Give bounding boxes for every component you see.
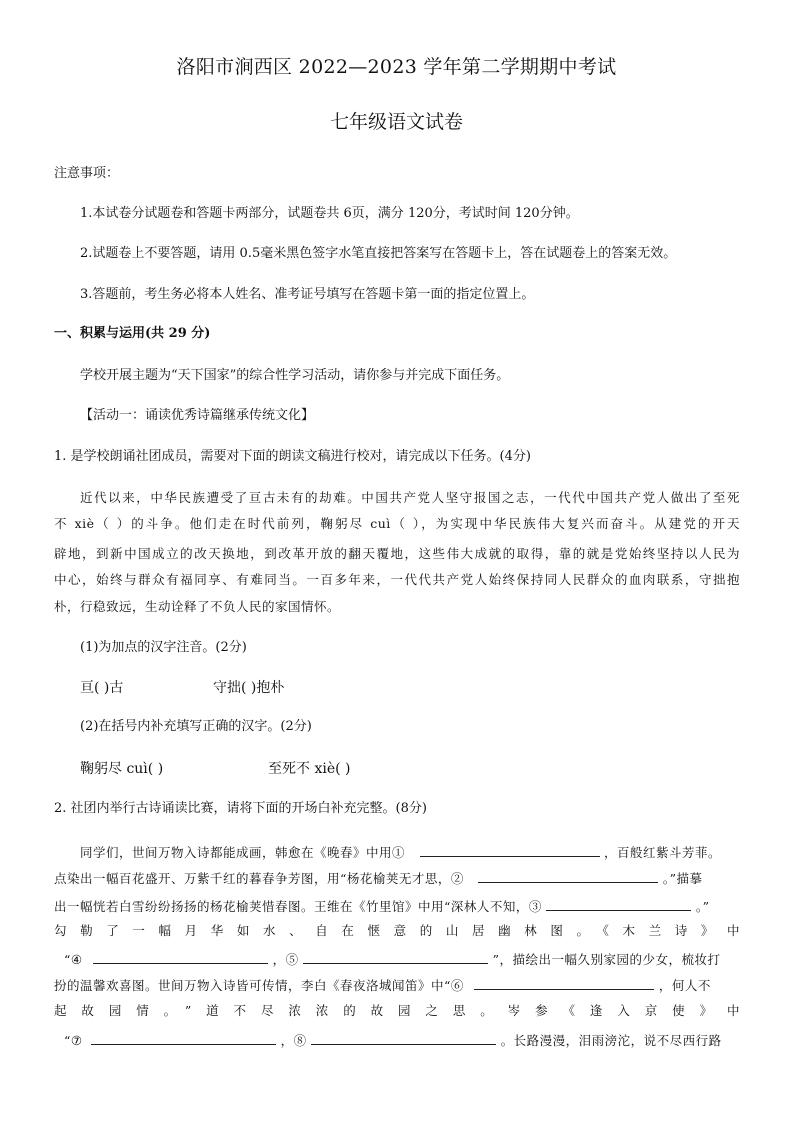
q2-line-1-text-a: 同学们，世间万物入诗都能成画，韩愈在《晚春》中用① xyxy=(80,845,406,860)
q1-sub2: (2)在括号内补充填写正确的汉字。(2分) xyxy=(80,719,312,734)
q1-sub2-a: 鞠躬尽 cuì( ) xyxy=(80,761,164,777)
answer-blank-3[interactable] xyxy=(546,896,691,911)
q2-line-6-text-a: 扮的温馨欢喜图。世间万物入诗皆可传情，李白《春夜洛城闻笛》中“⑥ xyxy=(54,978,464,993)
exam-subtitle: 七年级语文试卷 xyxy=(329,111,463,133)
answer-blank-2[interactable] xyxy=(478,868,658,883)
passage-line-4: 中心，始终与群众有福同享、有难同当。一百多年来，一代代共产党人始终保持同人民群众的血肉联系，守拙抱 xyxy=(54,572,740,587)
q1-sub1-b: 守拙( )抱朴 xyxy=(213,680,285,696)
passage-line-3: 辟地，到新中国成立的改天换地，到改革开放的翻天覆地，这些伟大成就的取得，靠的就是党始终坚持以人民为 xyxy=(54,546,740,561)
q2-line-4: 勾勒了一幅月华如水、自在惬意的山居幽林图。《木兰诗》中 xyxy=(54,923,740,938)
q2-line-2-text-a: 点染出一幅百花盛开、万紫千红的暮春争芳图，用“杨花榆荚无才思，② xyxy=(54,871,464,886)
exam-title: 洛阳市涧西区 2022—2023 学年第二学期期中考试 xyxy=(176,56,617,78)
q2-line-3-text-b: 。” xyxy=(695,899,710,914)
q2-line-8 xyxy=(64,1030,722,1050)
q2-line-5-text-b: ，⑤ xyxy=(272,952,299,967)
answer-blank-7[interactable] xyxy=(91,1030,276,1045)
q1-sub1: (1)为加点的汉字注音。(2分) xyxy=(80,640,247,655)
q2-line-3 xyxy=(54,896,710,916)
q2-line-2 xyxy=(54,868,703,888)
q2-line-8-text-c: 。长路漫漫，泪雨滂沱，说不尽西行路 xyxy=(500,1033,722,1048)
q2-line-1 xyxy=(80,842,721,862)
answer-blank-6[interactable] xyxy=(474,975,654,990)
q2-line-6 xyxy=(54,975,711,995)
notice-heading: 注意事项： xyxy=(54,166,120,181)
passage-line-2: 不 xiè（ ）的斗争。他们走在时代前列，鞠躬尽 cuì（ ），为实现中华民族伟大复兴而奋斗。从建党的开天 xyxy=(54,516,740,531)
q2-line-5-text-a: “④ xyxy=(64,952,83,967)
passage-line-5: 朴，行稳致远，生动诠释了不负人民的家国情怀。 xyxy=(54,599,341,614)
q2-line-6-text-b: ，何人不 xyxy=(658,978,711,993)
q2-line-3-text-a: 出一幅恍若白雪纷纷扬扬的杨花榆荚惜春图。王维在《竹里馆》中用“深林人不知，③ xyxy=(54,899,542,914)
answer-blank-4[interactable] xyxy=(93,949,268,964)
q2-line-8-text-b: ，⑧ xyxy=(280,1033,307,1048)
section-intro: 学校开展主题为“天下国家”的综合性学习活动，请你参与并完成下面任务。 xyxy=(80,368,510,383)
answer-blank-1[interactable] xyxy=(420,842,600,857)
notice-item-3: 3.答题前，考生务必将本人姓名、准考证号填写在答题卡第一面的指定位置上。 xyxy=(80,287,535,302)
question-2-stem: 2. 社团内举行古诗诵读比赛，请将下面的开场白补充完整。(8分) xyxy=(54,801,427,816)
q2-line-7: 起故园情。”道不尽浓浓的故园之思。岑参《逢入京使》中 xyxy=(54,1003,740,1018)
notice-item-2: 2.试题卷上不要答题，请用 0.5毫米黑色签字水笔直接把答案写在答题卡上，答在试题卷上的答案无效。 xyxy=(80,246,677,261)
q2-line-8-text-a: “⑦ xyxy=(64,1033,83,1048)
q2-line-2-text-b: 。”描摹 xyxy=(662,871,703,886)
section-heading: 一、积累与运用(共 29 分) xyxy=(54,326,211,341)
question-1-stem: 1. 是学校朗诵社团成员，需要对下面的朗读文稿进行校对，请完成以下任务。(4分) xyxy=(54,449,531,464)
notice-item-1: 1.本试卷分试题卷和答题卡两部分，试题卷共 6页，满分 120分，考试时间 120分钟。 xyxy=(80,206,579,221)
q2-line-5 xyxy=(64,949,720,969)
q2-line-5-text-c: ”，描绘出一幅久别家园的少女，梳妆打 xyxy=(492,952,721,967)
answer-blank-8[interactable] xyxy=(311,1030,496,1045)
activity-heading: 【活动一：诵读优秀诗篇继承传统文化】 xyxy=(80,408,315,423)
q1-sub2-b: 至死不 xiè( ) xyxy=(268,761,351,777)
passage-line-1: 近代以来，中华民族遭受了亘古未有的劫难。中国共产党人坚守报国之志，一代代中国共产党人做出了至死 xyxy=(80,490,740,505)
q2-line-1-text-b: ，百般红紫斗芳菲。 xyxy=(603,845,721,860)
q1-sub1-a: 亘( )古 xyxy=(80,680,124,696)
answer-blank-5[interactable] xyxy=(303,949,488,964)
